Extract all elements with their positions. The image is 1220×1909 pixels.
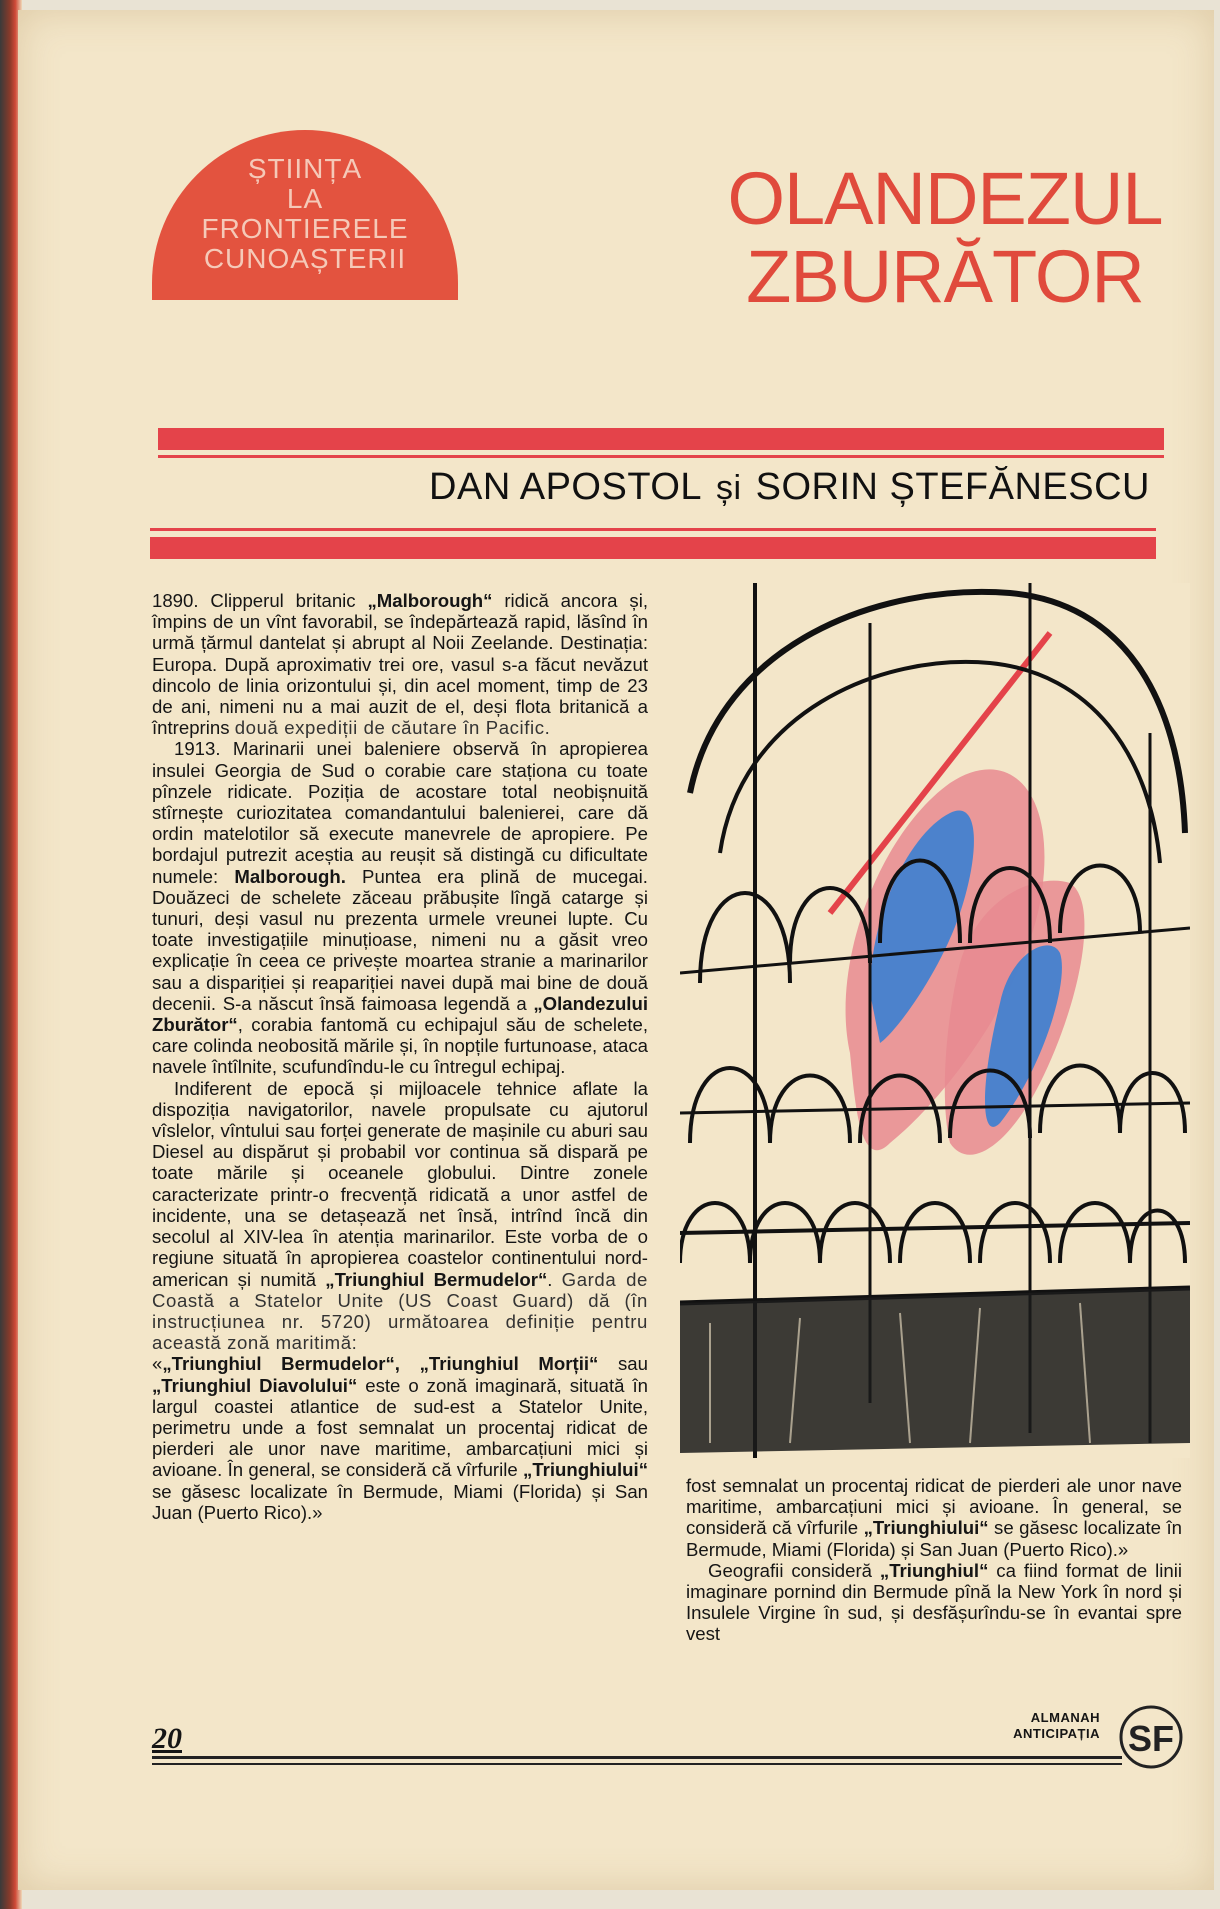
text-run: este o zonă imaginară, situată în largul coastei atlantice de sud-est a Statelor Unite, perimetru unde a fost semnalat un procentaj ridicat de pierderi ale unor nave maritime, ambarcațiuni mici și avioane. În general, se consideră că vîrfurile — [152, 1374, 648, 1481]
text-run: . — [547, 1268, 562, 1290]
badge-line: LA — [286, 183, 324, 214]
paragraph-5 — [686, 1560, 1182, 1645]
author-conjunction: și — [716, 469, 742, 507]
ship-name: Malborough. — [234, 865, 346, 887]
text-run: Garda de Coastă a Statelor Unite (US Coast Guard) dă (în instrucțiunea nr. 5720) următoarea definiție pentru această zonă maritimă: — [152, 1268, 648, 1354]
text-run: sau — [598, 1353, 648, 1375]
author-1: DAN APOSTOL — [429, 466, 703, 508]
footer-rule — [152, 1756, 1122, 1759]
text-run: Indiferent de epocă și mijloacele tehnice aflate la dispoziția navigatorilor, navele propulsate cu ajutorul vîslelor, vîntului sau forței generate de mașinile cu aburi sau Diesel au dispărut și probabil vor continua să dispară pe toate mările și oceanele globului. Dintre zonele caracterizate printr-o frecvență ridicată a unor astfel de incidente, una se detașează net însă, intrînd încă din secolul al XIV-lea în atenția marinarilor. Este vorba de o regiune situată în apropierea coastelor continentului nord-american și numită — [152, 1077, 648, 1290]
text-run: « — [152, 1353, 163, 1375]
text-run: ridică ancora și, împins de un vînt favorabil, se îndepărtează rapid, lăsînd în urmă țărmul dantelat și abrupt al Noii Zeelande. Destinația: Europa. După aproximativ trei ore, vasul s-a făcut nevăzut dincolo de linia orizontului și, din acel moment, timp de 23 de ani, nimeni nu a mai auzit de el, deși flota britanică a întreprins — [152, 590, 648, 739]
article-title — [700, 157, 1190, 318]
text-run: Puntea era plină de mucegai. Douăzeci de schelete zăceau prăbușite lîngă catarge și tunuri, deși vasul nu prezenta urmele vreunei lupte. Cu toate investigațiile minuțioase, nimeni nu a găsit vreo explicație în ceea ce privește moartea stranie a marinarilor sau a dispariției și reapariției navei după mai bine de două decenii. S-a născut însă faimoasa legendă a — [152, 865, 648, 1014]
bottom-thin-rule — [150, 528, 1156, 531]
region-name: „Triunghiul Bermudelor“, „Triunghiul Morții“ — [162, 1353, 599, 1375]
badge-line: ȘTIINȚA — [247, 153, 363, 184]
text-run: , corabia fantomă cu echipajul său de schelete, care colinda neobosită mările și, în nopțile furtunoase, ataca navele întîlnite, scufundîndu-le cu întregul echipaj. — [152, 1014, 648, 1078]
top-thin-rule — [158, 455, 1164, 458]
paragraph-4 — [152, 1353, 648, 1523]
title-line-2: ZBURĂTOR — [746, 235, 1144, 318]
publication-name — [985, 1710, 1100, 1742]
text-run: 1913. Marinarii unei baleniere observă în apropierea insulei Georgia de Sud o corabie care staționa cu toate pînzele ridicate. Poziția de acostare total neobișnuită stîrnește curiozitatea comandantului balenierei, care dă ordin matelotilor să execute manevrele de apropiere. Pe bordajul putrezit aceștia au reușit să distingă cu dificultate numele: — [152, 738, 648, 887]
logo-text: SF — [1127, 1718, 1175, 1759]
title-line-1: OLANDEZUL — [727, 157, 1163, 240]
region-name: „Triunghiului“ — [523, 1459, 648, 1481]
authors-byline — [150, 466, 1150, 509]
badge-line: FRONTIERELE — [201, 213, 409, 244]
author-2: SORIN ȘTEFĂNESCU — [755, 466, 1150, 508]
badge-line: CUNOAȘTERII — [203, 243, 407, 274]
bottom-red-band — [150, 537, 1156, 559]
region-name: „Triunghiul“ — [879, 1559, 989, 1581]
top-red-band — [158, 428, 1164, 450]
paragraph-1 — [152, 590, 648, 738]
paragraph-3 — [152, 1078, 648, 1354]
article-column-left — [152, 590, 648, 1523]
region-name: „Triunghiul Bermudelor“ — [325, 1268, 548, 1290]
publication-line-2: ANTICIPAȚIA — [1013, 1726, 1100, 1741]
paragraph-2 — [152, 738, 648, 1077]
text-run: două expediții de căutare în Pacific. — [234, 717, 551, 739]
legend-name: „Olandezului Zburător“ — [152, 992, 648, 1036]
region-name: „Triunghiul Diavolului“ — [152, 1374, 358, 1396]
ship-name: „Malborough“ — [367, 590, 493, 611]
text-run: ca fiind format de linii imaginare pornind din Bermude pînă la New York în nord și Insulele Virgine în sud, și desfășurîndu-se în evantai spre vest — [686, 1559, 1182, 1645]
paragraph-4-continued: fost semnalat un procentaj ridicat de pierderi ale unor nave maritime, ambarcațiuni mici și avioane. În general, se consideră că vîrfurile „Triunghiului“ se găsesc localizate în Bermude, Miami (Florida) și San Juan (Puerto Rico).» — [686, 1475, 1182, 1560]
ship-illustration — [680, 583, 1190, 1458]
text-run: 1890. Clipperul britanic — [152, 590, 368, 611]
sf-logo — [1118, 1703, 1184, 1771]
text-run: se găsesc localizate în Bermude, Miami (Florida) și San Juan (Puerto Rico).» — [152, 1480, 648, 1523]
footer-rule — [152, 1763, 1122, 1765]
publication-line-1: ALMANAH — [1030, 1710, 1100, 1725]
section-badge — [152, 130, 458, 300]
article-column-right — [686, 1475, 1182, 1645]
page-number: 20 — [152, 1722, 182, 1755]
text-run: Geografii consideră — [708, 1559, 880, 1581]
